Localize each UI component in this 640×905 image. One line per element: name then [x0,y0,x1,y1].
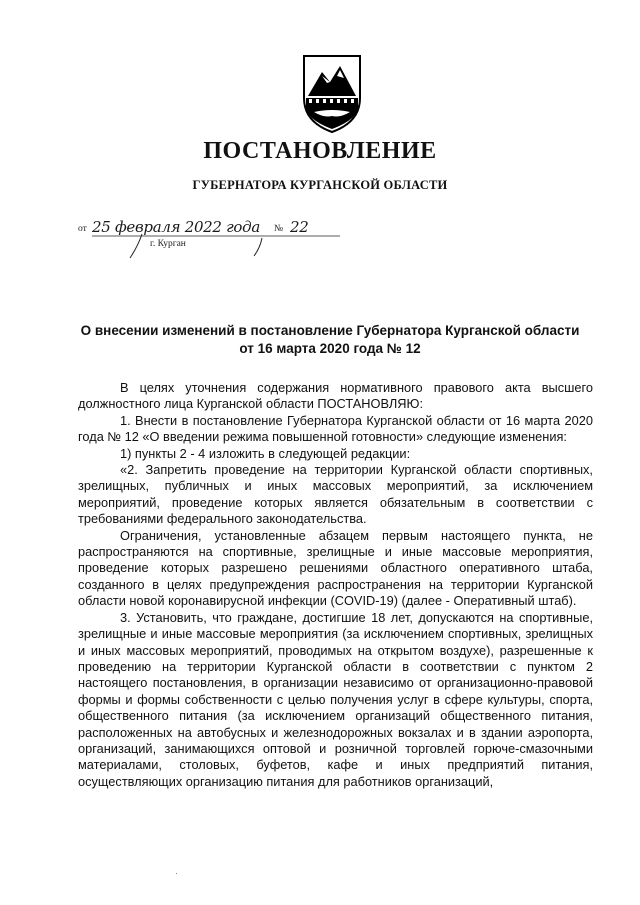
paragraph: В целях уточнения содержания нормативного правового акта высшего должностного лица Курганской области ПОСТАНОВЛЯЮ: [78,380,593,412]
date-number-line [78,218,358,266]
handwritten-number: 22 [290,218,309,236]
document-title: ПОСТАНОВЛЕНИЕ [203,138,437,164]
coat-of-arms-icon [296,52,368,134]
number-underline [286,232,342,238]
date-underline [90,232,290,262]
paragraph: «2. Запретить проведение на территории Курганской области спортивных, зрелищных, публичных и иных массовых мероприятий, за исключением мероприятий, проведение которых является обязательным в соответствии с требованиями федерального законодательства. [78,462,593,527]
paragraph: 1) пункты 2 - 4 изложить в следующей редакции: [120,445,411,461]
heading-line-2: от 16 марта 2020 года № 12 [239,341,421,356]
paragraph: 3. Установить, что граждане, достигшие 18 лет, допускаются на спортивные, зрелищные и иные массовые мероприятия (за исключением спортивных, зрелищных и иных массовых мероприятий, проводимых на открытом воздухе), разрешенные к проведению на территории Курганской области в соответствии с пунктом 2 настоящего постановления, в организации независимо от организационно-правовой формы и формы собственности с целью получения услуг в сфере культуры, спорта, общественного питания (за исключением организаций общественного питания, расположенных на автобусных и железнодорожных вокзалах и в здании аэропорта, организаций, занимающихся оптовой и розничной торговлей горюче-смазочными материалами, столовых, буфетов, кафе и иных предприятий питания, осуществляющих организацию питания для работников организаций, [78,609,593,789]
document-heading [60,322,600,358]
scan-speck [176,873,177,874]
document-body [78,380,593,790]
heading-line-1: О внесении изменений в постановление Губернатора Курганской области [80,323,580,338]
paragraph: Ограничения, установленные абзацем первым настоящего пункта, не распространяются на спортивные, зрелищные и иные массовые мероприятия, проведение которых разрешено решениями областного оперативного штаба, созданного в целях предупреждения распространения на территории Курганской области новой коронавирусной инфекции (COVID-19) (далее - Оперативный штаб). [78,527,593,609]
city-label: г. Курган [150,239,186,249]
handwritten-date: 25 февраля 2022 года [92,218,261,236]
from-label: от [78,224,87,234]
paragraph: 1. Внести в постановление Губернатора Курганской области от 16 марта 2020 года № 12 «О введении режима повышенной готовности» следующие изменения: [78,412,593,445]
number-label: № [274,224,284,234]
document-subtitle: ГУБЕРНАТОРА КУРГАНСКОЙ ОБЛАСТИ [192,178,448,192]
